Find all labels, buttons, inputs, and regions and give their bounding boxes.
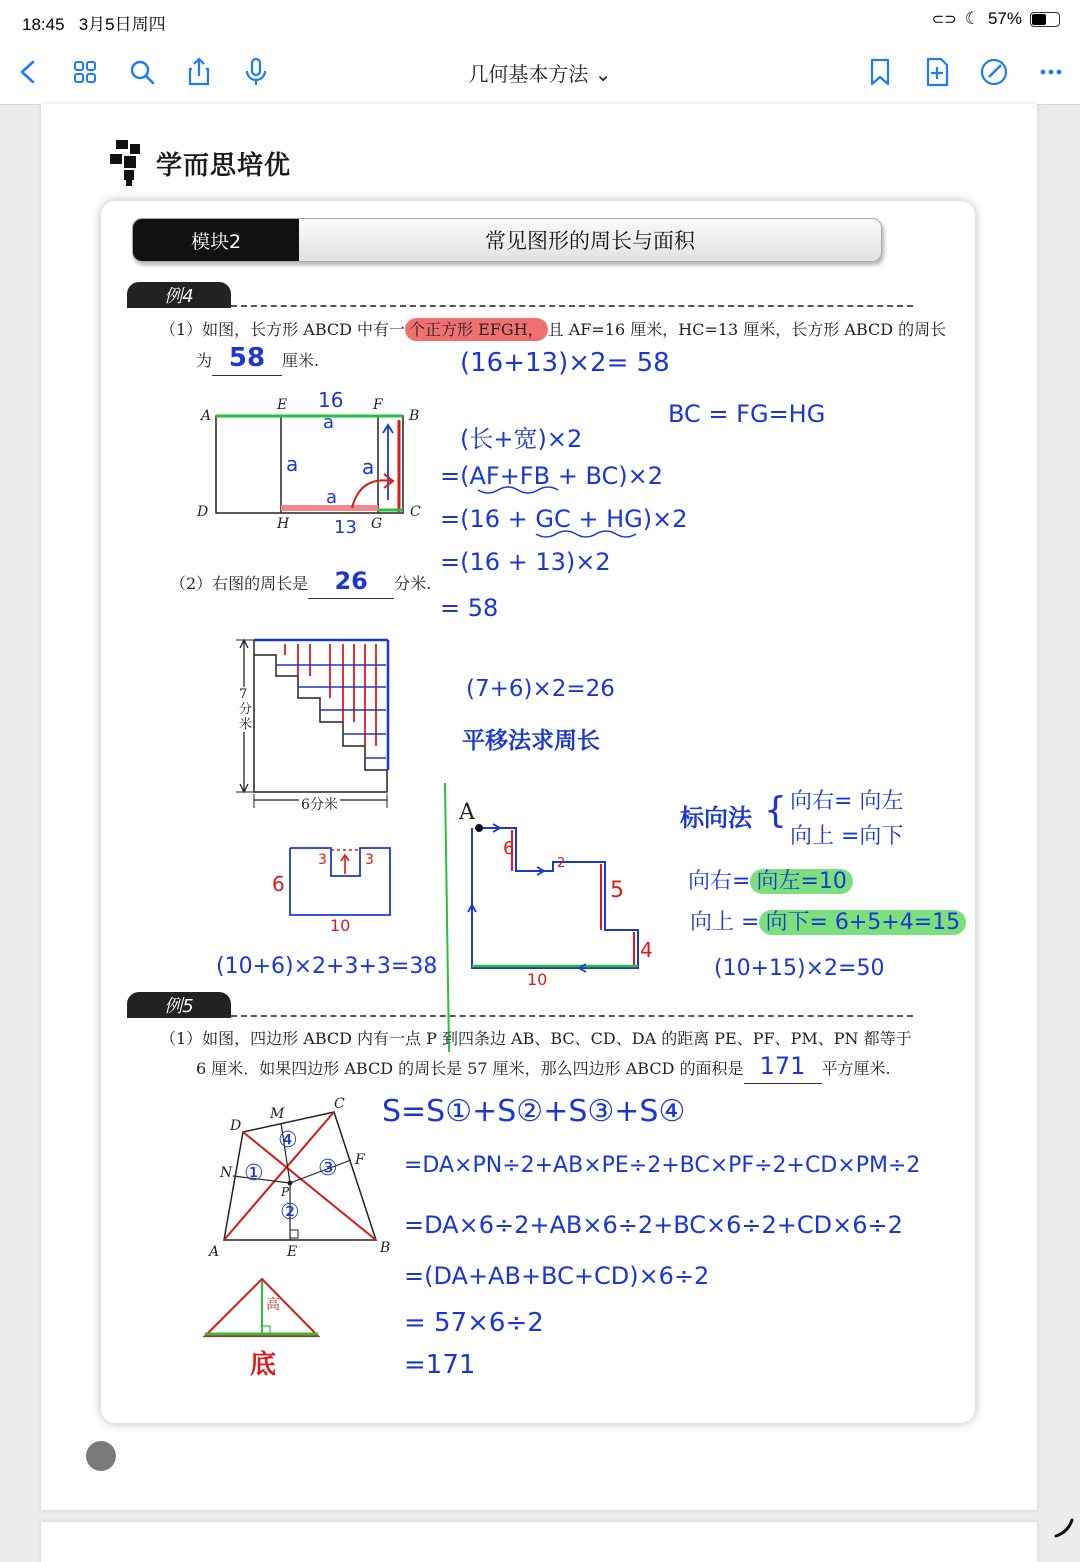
fig5-label-p: P — [281, 1185, 290, 1199]
ex4-q2-answer: 26 — [334, 567, 368, 595]
hw-direction-method: 标向法 — [680, 804, 752, 832]
example-5-tab: 例5 — [127, 992, 231, 1018]
fig4-label-a: A — [459, 800, 475, 825]
hw-step3: =(16 + 13)×2 — [440, 548, 611, 576]
hw-notch-calc: (10+6)×2+3+3=38 — [216, 954, 438, 979]
highlight-square: 个正方形 EFGH， — [405, 318, 548, 341]
fig5-label-c: C — [334, 1096, 345, 1112]
ex4-q1-answer: 58 — [228, 343, 266, 373]
hw-step2: =(16 + GC + HG)×2 — [440, 505, 688, 533]
hw-ex5-step5: =171 — [404, 1350, 476, 1380]
fig1-bottom-length: 13 — [334, 517, 357, 538]
ex5-q1-line1: （1）如图，四边形 ABCD 内有一点 P 到四条边 AB、BC、CD、DA 的距离 PE、PF、PM、PN 都等于 — [160, 1029, 912, 1048]
hw-up-eq: 向上 = 向下= 6+5+4=15 — [690, 905, 966, 936]
hw-ex5-step4: = 57×6÷2 — [404, 1308, 544, 1338]
hw-step1: =(AF+FB + BC)×2 — [440, 462, 663, 490]
hw-up-down: 向上 =向下 — [790, 824, 904, 849]
fig1-label-a: A — [201, 408, 212, 424]
fig1-top-length: 16 — [318, 388, 344, 412]
triangle-height-label: 高 — [266, 1297, 280, 1313]
fig5-region-4: ④ — [278, 1128, 298, 1153]
fig1-side-a-left: a — [286, 452, 299, 476]
fig1-label-e: E — [277, 397, 288, 413]
fig2-height-label: 7 分 米 — [239, 687, 253, 732]
hw-step4: = 58 — [440, 594, 499, 622]
ex4-q1-line2: 为 58 厘米. — [196, 344, 319, 376]
hw-bc-equal: BC = FG=HG — [668, 400, 826, 428]
moon-icon: ☾ — [964, 9, 980, 28]
fig1-label-h: H — [277, 516, 290, 532]
hw-ex5-step2: =DA×6÷2+AB×6÷2+BC×6÷2+CD×6÷2 — [404, 1211, 903, 1239]
module-label: 模块2 — [133, 219, 299, 261]
fig5-label-f: F — [355, 1152, 365, 1168]
fig5-label-d: D — [230, 1118, 242, 1134]
hw-ex4-calc: (16+13)×2= 58 — [460, 348, 670, 378]
fig1-side-a-right: a — [362, 455, 375, 479]
module-title: 常见图形的周长与面积 — [485, 229, 695, 253]
fig3-bottom-length: 10 — [330, 916, 351, 935]
hw-right-eq: 向右= 向左=10 — [688, 864, 853, 895]
fig1-side-a-bottom: a — [326, 487, 338, 508]
hw-formula: (长+宽)×2 — [460, 425, 583, 453]
ex5-q1-line2: 6 厘米．如果四边形 ABCD 的周长是 57 厘米，那么四边形 ABCD 的面积是 171 平方厘米. — [196, 1052, 891, 1084]
fig4-len-6: 6 — [503, 838, 515, 859]
fig1-label-d: D — [197, 504, 209, 520]
fig5-label-n: N — [220, 1165, 233, 1181]
fig5-label-m: M — [270, 1106, 285, 1122]
fig1-label-f: F — [373, 397, 383, 413]
document-title-button[interactable]: 几何基本方法 ⌄ — [468, 62, 612, 86]
fig5-region-1: ① — [244, 1161, 264, 1186]
fig4-len-4: 4 — [640, 938, 653, 962]
hw-ex5-step1: =DA×PN÷2+AB×PE÷2+BC×PF÷2+CD×PM÷2 — [404, 1153, 921, 1178]
hw-right-left: 向右= 向左 — [790, 789, 904, 814]
ex4-q1-line1: （1）如图，长方形 ABCD 中有一 个正方形 EFGH， 且 AF=16 厘米，HC=13 厘米，长方形 ABCD 的周长 — [160, 320, 947, 339]
fig5-label-e: E — [287, 1244, 298, 1260]
fig4-len-2: 2 — [557, 856, 566, 871]
hw-final-calc: (10+15)×2=50 — [714, 956, 885, 981]
fig1-side-a-top: a — [323, 412, 335, 433]
example-4-tab: 例4 — [127, 282, 231, 308]
hw-staircase-calc: (7+6)×2=26 — [466, 676, 615, 702]
fig4-len-10: 10 — [527, 970, 548, 989]
link-icon: ⊂⊃ — [931, 11, 957, 28]
hw-translation-method: 平移法求周长 — [462, 728, 600, 754]
logo-text: 学而思培优 — [156, 150, 292, 181]
hw-brace: { — [764, 790, 787, 831]
fig1-label-c: C — [410, 504, 421, 520]
fig5-region-3: ③ — [318, 1156, 338, 1181]
fig2-width-label: 6分米 — [299, 794, 340, 814]
fig5-region-2: ② — [280, 1200, 300, 1225]
triangle-base-label: 底 — [250, 1350, 277, 1380]
fig4-len-5: 5 — [610, 878, 624, 903]
fig3-left-length: 6 — [272, 872, 285, 896]
fig3-notch-right: 3 — [365, 852, 374, 868]
fig1-label-b: B — [409, 408, 420, 424]
fig3-notch-left: 3 — [318, 852, 327, 868]
fig1-label-g: G — [371, 516, 383, 532]
ex5-q1-answer: 171 — [759, 1052, 806, 1080]
fig5-label-b: B — [380, 1240, 391, 1256]
hw-ex5-area-sum: S=S①+S②+S③+S④ — [382, 1094, 686, 1129]
hw-ex5-step3: =(DA+AB+BC+CD)×6÷2 — [404, 1262, 710, 1290]
status-time: 18:45 3月5日周四 — [22, 15, 166, 34]
ex4-q2: （2）右图的周长是 26 分米. — [170, 567, 431, 599]
fig5-label-a: A — [209, 1244, 220, 1260]
battery-percent: 57% — [987, 9, 1022, 28]
